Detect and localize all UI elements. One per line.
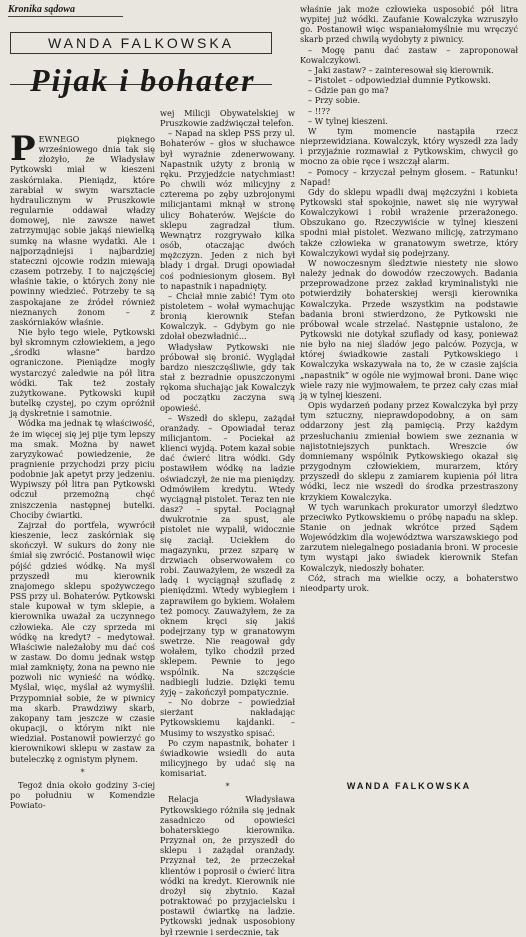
column-3 [300, 4, 518, 593]
section-star: * [225, 781, 230, 792]
column-1 [10, 129, 155, 811]
paragraph: Tegoż dnia około godziny 3-ciej po południu w Komendzie Powiato- [10, 779, 155, 811]
paragraph: – Pistolet – odpowiedział dumnie Pytkowski. [308, 75, 491, 86]
article-title: Pijak i bohater [30, 62, 256, 98]
title-block [10, 54, 272, 106]
paragraph: – Mogę panu dać zastaw – zaproponował Kowalczykowi. [300, 44, 518, 65]
signature: WANDA FALKOWSKA [346, 781, 472, 791]
paragraph: Wódka ma jednak tę właściwość, że im więcej się jej pije tym lepszy ma smak. Można by nawet zaryzykować powiedzenie, że pragnienie przychodzi przy piciu podobnie jak apetyt przy jedzeniu. Wypiwszy pół litra pan Pytkowski odczuł przemożną chęć zniszczenia następnej butelki. Chociby ćwiartki. [10, 418, 155, 520]
rubric-label: Kronika sądowa [8, 4, 123, 17]
paragraph: – W tylnej kieszeni. [308, 115, 388, 126]
section-star: * [80, 766, 85, 777]
paragraph: Władysław Pytkowski nie próbował się bronić. Wyglądał bardzo nieszczęśliwie, gdy tak stał z bezradnie opuszczonymi rękoma słuchając jak Kowalczyk od początku zaczyna swą opowieść. [160, 341, 295, 413]
paragraph: Gdy do sklepu wpadli dwaj mężczyźni i kobieta Pytkowski stał spokojnie, nawet się nie wyrywał Kowalczykowi i robił wrażenie przerażonego. Obszukano go. Rzeczywiście w tylnej kieszeni spodni miał pistolet. Wezwano milicję, zatrzymano także człowieka w granatowym swetrze, który Kowalczykowi wydał się podejrzany. [300, 186, 518, 258]
drop-cap: P [10, 129, 36, 169]
paragraph: W tym momencie nastąpiła rzecz nieprzewidziana. Kowalczyk, który wyszedł zza lady i przyjaźnie rozmawiał z Pytkowskim, chwycił go mocno za obie ręce i wszczął alarm. [300, 125, 518, 167]
paragraph: – Gdzie pan go ma? [308, 85, 389, 96]
paragraph: Po czym napastnik, bohater i świadkowie wsiedli do auta milicyjnego by udać się na komisariat. [160, 737, 295, 779]
paragraph: – Pomocy – krzyczał pełnym głosem. – Ratunku! Napad! [300, 166, 518, 187]
paragraph: Nie było tego wiele, Pytkowski był skromnym człowiekiem, a jego „środki własne” bardzo ograniczone. Pieniądze mogły wystarczyć zaledwie na pół litra wódki. Tak też zostały zużytkowane. Pytkowski kupił butelkę czystej, po czym opróżnił ją dyskretnie i samotnie. [10, 326, 155, 419]
paragraph: właśnie jak może człowieka usposobić pół litra wypitej już wódki. Zaufanie Kowalczyka wzruszyło go. Postanowił więc wspaniałomyślnie mu wręczyć skarb przed chwilą wydobyty z piwnicy. [300, 4, 518, 45]
paragraph: – !!?? [308, 105, 331, 116]
article-header [10, 32, 272, 106]
paragraph: Zajrzał do portfela, wywrócił kieszenie, lecz zaskórniak się skończył. W sukurs do żony nie śmiał się zwrócić. Postanowił więc pójść gdzieś wódkę. Na myśl przyszedł mu kierownik znajomego sklepu spożywczego PSS przy ul. Bohaterów. Pytkowski stale kupował w tym sklepie, a kierownika uważał za uczynnego człowieka. Ale czy sprzeda mi wódkę na kredyt? – medytował. Właściwie należałoby mu dać coś w zastaw. Do domu jednak wstęp miał zamknięty, żona na pewno nie pozwoli nic wynieść na wódkę. Myślał, więc, myślał aż wymyślił. Przypomniał sobie, że w piwnicy ma skarb. Prawdziwy skarb, zakopany tam jeszcze w czasie okupacji, o którym nikt nie wiedział. Postanowił powierzyć go kierownikowi sklepu w zastaw za buteleczkę z ognistym płynem. [10, 519, 155, 764]
paragraph: – No dobrze – powiedział sierżant nakładając Pytkowskiemu kajdanki. – Musimy to wszystko spisać. [160, 697, 295, 738]
paragraph: – Napad na sklep PSS przy ul. Bohaterów – głos w słuchawce był wyraźnie zdenerwowany. Napastnik użyty z bronią w ręku. Przyjedźcie natychmiast! Po chwili wóz milicyjny z czterema po zęby uzbrojonymi milicjantami mknął w stronę ulicy Bohaterów. Wejście do sklepu zagradzał tłum. Wewnątrz rozgrywało kilka osób, otaczając dwóch mężczyzn. Jeden z nich był blady i drgał. Drugi opowiadał coś podniesionym głosem. Był to napastnik i napadnięty. [160, 128, 295, 291]
paragraph: W nowoczesnym śledztwie niestety nie słowo należy jednak do dowodów rzeczowych. Badania przeprowadzone przez zakład kryminalistyki nie potwierdziły bohaterskiej wersji kierownika Kowalczyka. Przede wszystkim na podstawie badania broni stwierdzono, że Pytkowski nie próbował wcale strzelać. Następnie ustalono, że Pytkowski nie dotykał szuflady od kasy, ponieważ nie było na niej śladów jego palców. Pozycja, w której świadkowie zastali Pytkowskiego i Kowalczyka wskazywała na to, że w czasie zajścia „napastnik” w ogóle nie wyjmował broni. Dane więc wiele razy nie wyjmowałem, te przez cały czas miał ją w tylnej kieszeni. [300, 257, 518, 400]
paragraph: wej Milicji Obywatelskiej w Pruszkowie zadźwięczał telefon. [160, 108, 295, 129]
author-byline: WANDA FALKOWSKA [10, 32, 272, 54]
paragraph: Opis wydarzeń podany przez Kowalczyka był przy tym sztuczny, nieprawdopodobny, a on sam oddarzony jest złą pamięcią. Przy każdym przesłuchaniu zmieniał bowiem swe zeznania w najistotniejszych punktach. Wreszcie ów domniemany wspólnik Pytkowskiego okazał się przygodnym człowiekiem, murarzem, który przyszedł do sklepu z zamiarem kupienia pół litra wódki, lecz nie wszedł do środka przestraszony krzykiem Kowalczyka. [300, 400, 518, 502]
paragraph: Relacja Władysława Pytkowskiego różniła się jednak zasadniczo od opowieści bohaterskiego kierownika. Przyznał on, że przyszedł do sklepu i zażądał oranżady. Przyznał też, że przeczekał klientów i poprosił o ćwierć litra wódki na kredyt. Kierownik nie drożył się zbytnio. Kazał potraktować po przyjacielsku i postawił ćwiartkę na ladzie. Pytkowski jednak usposobiony był rzewnie i serdecznie, tak [160, 794, 295, 937]
paragraph: W tych warunkach prokurator umorzył śledztwo przeciwko Pytkowskiemu o próbę napadu na sklep. Stanie on jednak wkrótce przed Sądem Wojewódzkim dla województwa warszawskiego pod zarzutem nielegalnego posiadania broni. W procesie tym wystąpi jako świadek kierownik Stefan Kowalczyk, niedoszły bohater. [300, 501, 518, 573]
lead-paragraph [10, 129, 155, 327]
paragraph: – Jaki zastaw? – zainteresował się kierownik. [308, 64, 494, 75]
paragraph: – Chciał mnie zabić! Tym oto pistoletem – wołał wymachując bronią kierownik Stefan Kowalczyk. – Gdybym go nie zdołał obezwładnić... [160, 290, 295, 342]
paragraph: – Przy sobie. [308, 95, 361, 106]
paragraph: – Wszedł do sklepu, zażądał oranżady. – Opowiadał teraz milicjantom. – Pociekał aż klienci wyjdą. Potem kazał sobie dać ćwierć litra wódki. Gdy postawiłem wódkę na ladzie oświadczył, że nie ma pieniędzy. Odmówiłem kredytu. Wtedy wyciągnął pistolet. Teraz ten nie dasz? – spytał. Pociągnął dwukrotnie za spust, ale pistolet nie wypalił, widocznie się zaciął. Uciekłem do magazynku, przez szparę w drzwiach obserwowałem co robi. Zauważyłem, że wszedł za ladę i wyciągnął szufladę z pieniędzmi. Wtedy wybiegłem i zaprawiłem go bykiem. Wołałem też pomocy. Zauważyłem, że za oknem kręci się jakiś podejrzany typ w granatowym swetrze. Nie reagował gdy wołałem, tylko chodził przed sklepem. Pewnie to jego wspólnik. Na szczęście nadbiegli ludzie. Dzięki temu żyję – zakończył pompatycznie. [160, 412, 295, 697]
paragraph: Cóż, strach ma wielkie oczy, a bohaterstwo nieodparty urok. [300, 572, 518, 593]
column-2 [160, 108, 295, 937]
lead-text: EWNEGO pięknego wrześniowego dnia tak się złożyło, że Władysław Pytkowski miał w kieszeni zaskórniaka. Pieniądz, które zarabiał w swym warsztacie hydraulicznym w Pruszkowie regularnie oddawał władzy domowej, nie zawsze nawet zatrzymując sobie jakąś niewielką sumkę na własne wydatki. Ale i najporządniejsi i najbardziej stateczni ojcowie rodzin miewają czasem potrzeby. I to najczęściej właśnie takie, o których żony nie powinny wiedzieć. Potrzeby te są zaspokajane ze źródeł również nieznanych żonom – z zaskórniaków właśnie. [10, 134, 155, 327]
